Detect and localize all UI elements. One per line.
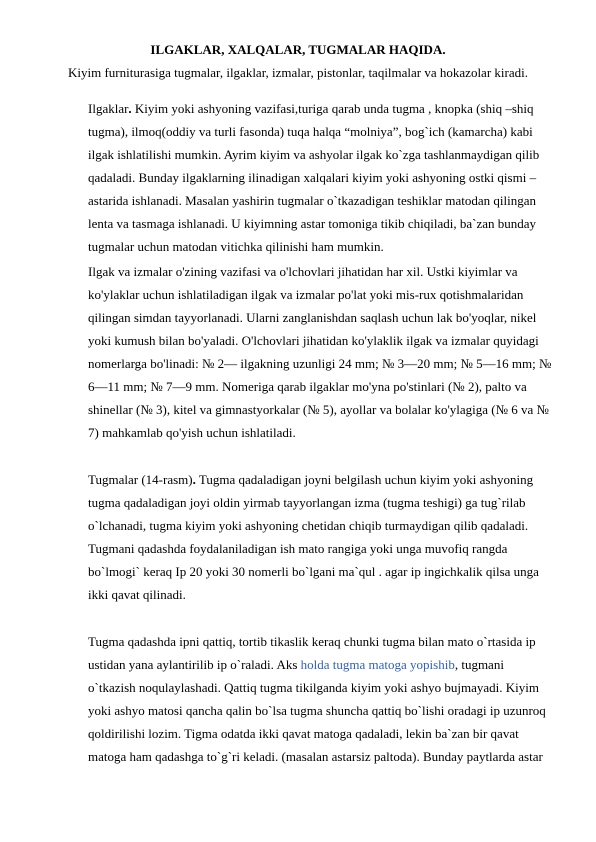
paragraph-line: matoga ham qadashga to`g`ri keladi. (masalan astarsiz paltoda). Bunday paytlarda astar	[88, 749, 543, 764]
paragraph-line: ilgak ishlatilishi mumkin. Ayrim kiyim va ashyolar ilgak ko`zga tashlanmaydigan qilib	[88, 147, 540, 162]
subtitle: Kiyim furniturasiga tugmalar, ilgaklar, izmalar, pistonlar, taqilmalar va hokazolar kiradi.	[68, 65, 528, 80]
paragraph-line: 6—11 mm; № 7—9 mm. Nomeriga qarab ilgaklar mo'yna po'stinlari (№ 2), palto va	[88, 379, 527, 394]
paragraph-line: ikki qavat qilinadi.	[88, 587, 186, 602]
paragraph-line	[88, 653, 558, 676]
paragraph-line: 7) mahkamlab qo'yish uchun ishlatiladi.	[88, 425, 296, 440]
paragraph-ilgaklar	[88, 97, 558, 258]
paragraph-line: qilingan simdan tayyorlanadi. Ularni zanglanishdan saqlash uchun lak bo'yoqlar, nikel	[88, 310, 537, 325]
paragraph-line: shinellar (№ 3), kitel va gimnastyorkalar (№ 5), ayollar va bolalar ko'ylagiga (№ 6 va №	[88, 402, 549, 417]
line-text: Tugma qadaladigan joyni belgilash uchun kiyim yoki ashyoning	[195, 472, 534, 487]
page-title: ILGAKLAR, XALQALAR, TUGMALAR HAQIDA.	[150, 42, 446, 57]
paragraph-tugmalar	[88, 468, 558, 606]
paragraph-line: o`lchanadi, tugma kiyim yoki ashyoning chetidan chiqib turmaydigan qilib qadaladi.	[88, 518, 529, 533]
paragraph-line: tugma), ilmoq(oddiy va turli fasonda) tuqa halqa “molniya”, bog`ich (kamarcha) kabi	[88, 124, 533, 139]
lead-dot: .	[192, 472, 196, 487]
paragraph-line	[88, 468, 558, 491]
paragraph-line: astarida ishlanadi. Masalan yashirin tugmalar o`tkazadigan teshiklar matodan qilingan	[88, 193, 536, 208]
paragraph-ilgak-izmalar	[88, 260, 558, 444]
paragraph-lead: Tugmalar (14-rasm)	[88, 472, 193, 487]
paragraph-line: qoldirilishi lozim. Tigma odatda ikki qavat matoga qadaladi, lekin ba`zan bir qavat	[88, 726, 519, 741]
paragraph-line: qadaladi. Bunday ilgaklarning ilinadigan xalqalari kiyim yoki ashyoning ostki qismi –	[88, 170, 537, 185]
paragraph-line: ko'ylaklar uchun ishlatiladigan ilgak va izmalar po'lat yoki mis-rux qotishmalaridan	[88, 287, 524, 302]
paragraph-line: o`tkazish noqulaylashadi. Qattiq tugma tikilganda kiyim yoki ashyo bujmayadi. Kiyim	[88, 680, 539, 695]
paragraph-line: Tugmani qadashda foydalaniladigan ish mato rangiga yoki unga muvofiq rangda	[88, 541, 508, 556]
paragraph-line: bo`lmogi` keraq Ip 20 yoki 30 nomerli bo`lgani ma`qul . agar ip ingichkalik qilsa unga	[88, 564, 539, 579]
paragraph-line: tugma qadaladigan joyi oldin yirmab tayyorlangan izma (tugma teshigi) ga tug`rilab	[88, 495, 526, 510]
lead-dot: .	[128, 101, 132, 116]
line-text: Kiyim yoki ashyoning vazifasi,turiga qarab unda tugma , knopka (shiq –shiq	[131, 101, 534, 116]
inline-link[interactable]: holda tugma matoga yopishib	[300, 657, 455, 672]
paragraph-line	[88, 97, 558, 120]
line-text: ustidan yana aylantirilib ip o`raladi. Aks	[88, 657, 301, 672]
paragraph-line: tugmalar uchun matodan vitichka qilinishi ham mumkin.	[88, 239, 384, 254]
paragraph-line: yoki ashyo matosi qancha qalin bo`lsa tugma shuncha qattiq bo`lishi oradagi ip uzunroq	[88, 703, 546, 718]
paragraph-line: yoki kumush bilan bo'yaladi. O'lchovlari jihatidan ko'ylaklik ilgak va izmalar quyidagi	[88, 333, 539, 348]
paragraph-line: Tugma qadashda ipni qattiq, tortib tikaslik keraq chunki tugma bilan mato o`rtasida ip	[88, 634, 536, 649]
paragraph-line: nomerlarga bo'linadi: № 2— ilgakning uzunligi 24 mm; № 3—20 mm; № 5—16 mm; №	[88, 356, 552, 371]
paragraph-line: Ilgak va izmalar o'zining vazifasi va o'lchovlari jihatidan har xil. Ustki kiyimlar va	[88, 264, 518, 279]
paragraph-lead: Ilgaklar	[88, 101, 129, 116]
line-text: , tugmani	[454, 657, 504, 672]
paragraph-tugma-qadash	[88, 630, 558, 768]
paragraph-line: lenta va tasmaga ishlanadi. U kiyimning astar tomoniga tikib chiqiladi, ba`zan bunday	[88, 216, 537, 231]
